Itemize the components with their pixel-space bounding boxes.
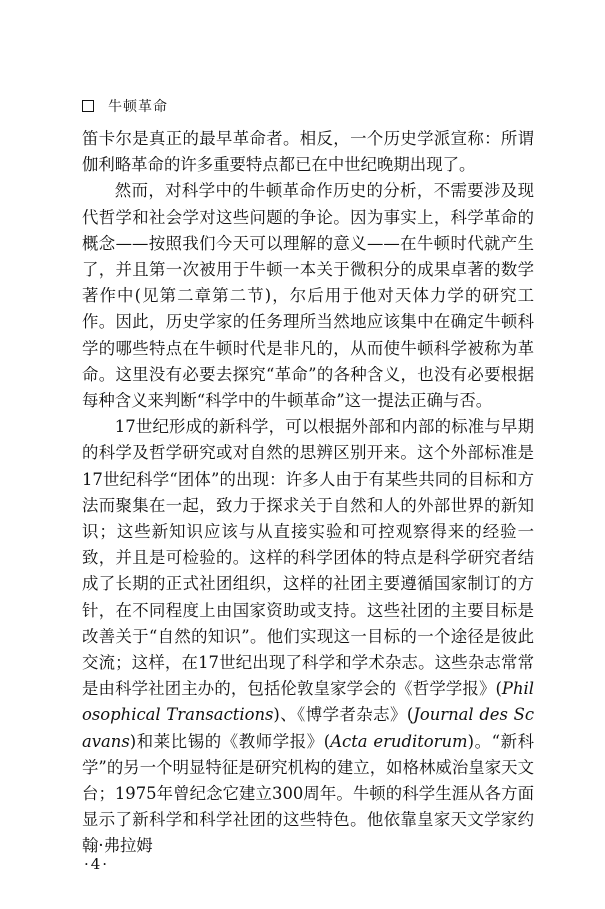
paragraph-text: )。“新科学”的另一个明显特征是研究机构的建立，如格林威治皇家天文台；1975年曾纪念它建立300周年。牛顿的科学生涯从各方面显示了新科学和科学社团的这些特色。他依靠皇家天文学家约翰·弗拉姆 — [82, 731, 534, 856]
running-header-title: 牛顿革命 — [108, 99, 168, 115]
journal-title-italic: Philosophical Transactions — [82, 679, 534, 725]
paragraph-text: )、《博学者杂志》( — [273, 705, 414, 725]
journal-title-italic: Acta eruditorum — [330, 731, 468, 751]
paragraph: 笛卡尔是真正的最早革命者。相反，一个历史学派宣称：所谓伽利略革命的许多重要特点都已在中世纪晚期出现了。 — [82, 129, 534, 175]
journal-title-italic: Journal des Scavans — [82, 705, 534, 751]
body-text — [82, 126, 534, 860]
paragraph-text: )和莱比锡的《教师学报》( — [129, 731, 331, 751]
square-icon — [82, 100, 94, 112]
paragraph-text: 17世纪形成的新科学，可以根据外部和内部的标准与早期的科学及哲学研究或对自然的思辨区别开来。这个外部标准是17世纪科学“团体”的出现：许多人由于有某些共同的目标和方法而聚集在一起，致力于探求关于自然和人的外部世界的新知识；这些新知识应该与从直接实验和可控观察得来的经验一致，并且是可检验的。这样的科学团体的特点是科学研究者结成了长期的正式社团组织，这样的社团主要遵循国家制订的方针，在不同程度上由国家资助或支持。这些社团的主要目标是改善关于“自然的知识”。他们实现这一目标的一个途径是彼此交流；这样，在17世纪出现了科学和学术杂志。这些杂志常常是由科学社团主办的，包括伦敦皇家学会的《哲学学报》( — [82, 417, 534, 699]
paragraph — [82, 414, 534, 859]
page-number: ·4· — [84, 855, 110, 873]
running-header — [82, 96, 168, 116]
paragraph: 然而，对科学中的牛顿革命作历史的分析，不需要涉及现代哲学和社会学对这些问题的争论。因为事实上，科学革命的概念——按照我们今天可以理解的意义——在牛顿时代就产生了，并且第一次被用于牛顿一本关于微积分的成果卓著的数学著作中(见第二章第二节)，尔后用于他对天体力学的研究工作。因此，历史学家的任务理所当然地应该集中在确定牛顿科学的哪些特点在牛顿时代是非凡的，从而使牛顿科学被称为革命。这里没有必要去探究“革命”的各种含义，也没有必要根据每种含义来判断“科学中的牛顿革命”这一提法正确与否。 — [82, 181, 534, 411]
